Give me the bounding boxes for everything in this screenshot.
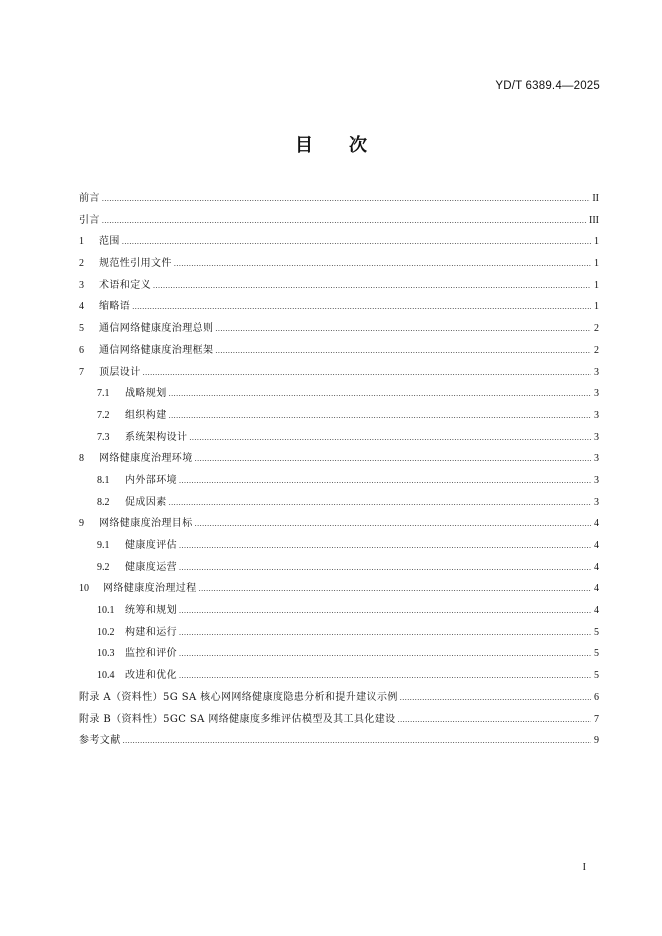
toc-entry-page: 3 bbox=[594, 366, 599, 378]
toc-entry-number: 3 bbox=[79, 279, 84, 291]
toc-entry-label: 范围 bbox=[99, 236, 120, 248]
toc-entry[interactable] bbox=[79, 253, 599, 275]
toc-entry-label: 网络健康度治理环境 bbox=[99, 453, 193, 465]
toc-entry-page: 5 bbox=[594, 626, 599, 638]
toc-entry-label: 参考文献 bbox=[79, 735, 121, 747]
toc-entry[interactable] bbox=[79, 340, 599, 362]
toc-entry-number: 10 bbox=[79, 583, 89, 595]
toc-entry[interactable] bbox=[79, 578, 599, 600]
toc-entry-label: 术语和定义 bbox=[99, 279, 151, 291]
toc-entry-page: 1 bbox=[594, 236, 599, 248]
toc-entry-label: 规范性引用文件 bbox=[99, 258, 172, 270]
toc-entry[interactable] bbox=[79, 362, 599, 384]
toc-entry-page: 1 bbox=[594, 301, 599, 313]
toc-entry-number: 7 bbox=[79, 366, 84, 378]
toc-entry-label: 附录 A（资料性）5G SA 核心网网络健康度隐患分析和提升建议示例 bbox=[79, 691, 398, 703]
toc-entry-page: 3 bbox=[594, 474, 599, 486]
toc-entry-label: 网络健康度治理过程 bbox=[103, 583, 197, 595]
toc-leader-dots bbox=[179, 622, 591, 644]
document-code: YD/T 6389.4—2025 bbox=[495, 80, 600, 92]
toc-entry-number: 1 bbox=[79, 236, 84, 248]
toc-entry-number: 8.1 bbox=[97, 474, 110, 486]
toc-leader-dots bbox=[169, 492, 591, 514]
toc-leader-dots bbox=[189, 427, 591, 449]
toc-leader-dots bbox=[199, 578, 591, 600]
toc-leader-dots bbox=[169, 383, 591, 405]
toc-entry[interactable] bbox=[79, 513, 599, 535]
toc-entry-page: 6 bbox=[594, 691, 599, 703]
title-part-2: 次 bbox=[349, 135, 367, 156]
toc-leader-dots bbox=[195, 448, 591, 470]
toc-entry[interactable] bbox=[79, 557, 599, 579]
toc-entry-number: 10.1 bbox=[97, 605, 115, 617]
toc-entry-page: 3 bbox=[594, 409, 599, 421]
toc-leader-dots bbox=[179, 470, 591, 492]
toc-entry[interactable] bbox=[79, 492, 599, 514]
toc-entry[interactable] bbox=[79, 535, 599, 557]
toc-entry-page: 4 bbox=[594, 561, 599, 573]
toc-entry-number: 7.1 bbox=[97, 388, 110, 400]
toc-entry-label: 统筹和规划 bbox=[125, 605, 177, 617]
toc-leader-dots bbox=[102, 210, 587, 232]
toc-entry-label: 健康度运营 bbox=[125, 561, 177, 573]
toc-leader-dots bbox=[132, 296, 591, 318]
toc-entry[interactable] bbox=[79, 188, 599, 210]
page-title bbox=[0, 131, 662, 157]
toc-entry[interactable] bbox=[79, 622, 599, 644]
toc-entry-number: 8 bbox=[79, 453, 84, 465]
toc-entry-page: II bbox=[592, 193, 599, 204]
toc-entry-number: 10.2 bbox=[97, 626, 115, 638]
toc-entry-page: 3 bbox=[594, 453, 599, 465]
toc-entry-label: 构建和运行 bbox=[125, 626, 177, 638]
toc-entry[interactable] bbox=[79, 405, 599, 427]
toc-leader-dots bbox=[179, 535, 591, 557]
toc-leader-dots bbox=[143, 362, 591, 384]
toc-entry-number: 2 bbox=[79, 258, 84, 270]
toc-leader-dots bbox=[398, 709, 591, 731]
toc-leader-dots bbox=[215, 318, 591, 340]
toc-entry[interactable] bbox=[79, 427, 599, 449]
toc-entry[interactable] bbox=[79, 709, 599, 731]
toc-entry-number: 5 bbox=[79, 323, 84, 335]
toc-entry-label: 引言 bbox=[79, 214, 100, 226]
toc-leader-dots bbox=[123, 730, 591, 752]
toc-entry[interactable] bbox=[79, 275, 599, 297]
toc-entry[interactable] bbox=[79, 600, 599, 622]
toc-entry[interactable] bbox=[79, 383, 599, 405]
toc-entry-label: 网络健康度治理目标 bbox=[99, 518, 193, 530]
toc-entry[interactable] bbox=[79, 665, 599, 687]
toc-entry[interactable] bbox=[79, 687, 599, 709]
toc-leader-dots bbox=[179, 643, 591, 665]
toc-leader-dots bbox=[122, 231, 591, 253]
toc-entry[interactable] bbox=[79, 643, 599, 665]
toc-entry-page: 4 bbox=[594, 583, 599, 595]
toc-entry[interactable] bbox=[79, 448, 599, 470]
toc-entry-number: 6 bbox=[79, 344, 84, 356]
toc-entry-number: 10.3 bbox=[97, 648, 115, 660]
toc-entry-page: 3 bbox=[594, 431, 599, 443]
toc-leader-dots bbox=[169, 405, 591, 427]
toc-entry-number: 9.1 bbox=[97, 540, 110, 551]
toc-entry-page: 7 bbox=[594, 713, 599, 725]
toc-entry-number: 7.3 bbox=[97, 431, 110, 443]
toc-leader-dots bbox=[153, 275, 591, 297]
toc-entry[interactable] bbox=[79, 318, 599, 340]
toc-leader-dots bbox=[215, 340, 591, 362]
page-number: I bbox=[582, 862, 586, 873]
toc-entry-page: 9 bbox=[594, 735, 599, 747]
toc-entry-label: 通信网络健康度治理总则 bbox=[99, 323, 214, 335]
toc-entry-label: 内外部环境 bbox=[125, 474, 177, 486]
toc-entry[interactable] bbox=[79, 231, 599, 253]
toc-entry-number: 9.2 bbox=[97, 561, 110, 573]
toc-entry-label: 通信网络健康度治理框架 bbox=[99, 344, 214, 356]
toc-entry-label: 改进和优化 bbox=[125, 670, 177, 682]
toc-entry-page: 1 bbox=[594, 258, 599, 270]
toc-leader-dots bbox=[179, 557, 591, 579]
toc-entry-number: 10.4 bbox=[97, 670, 115, 682]
toc-leader-dots bbox=[179, 665, 591, 687]
toc-entry-page: 5 bbox=[594, 670, 599, 682]
toc-leader-dots bbox=[102, 188, 591, 210]
toc-entry-label: 顶层设计 bbox=[99, 366, 141, 378]
toc-entry-page: 4 bbox=[594, 518, 599, 530]
toc-entry-page: 2 bbox=[594, 323, 599, 335]
toc-entry-label: 健康度评估 bbox=[125, 540, 177, 551]
toc-entry-page: 2 bbox=[594, 344, 599, 356]
toc-entry-label: 系统架构设计 bbox=[125, 431, 188, 443]
toc-leader-dots bbox=[195, 513, 591, 535]
toc-entry-number: 4 bbox=[79, 301, 84, 313]
toc-entry-number: 9 bbox=[79, 518, 84, 530]
toc-entry[interactable] bbox=[79, 296, 599, 318]
toc-leader-dots bbox=[174, 253, 591, 275]
table-of-contents bbox=[79, 188, 599, 752]
title-part-1: 目 bbox=[295, 135, 313, 156]
toc-entry-page: III bbox=[589, 214, 599, 226]
toc-entry-label: 促成因素 bbox=[125, 496, 167, 508]
toc-entry-label: 缩略语 bbox=[99, 301, 131, 313]
toc-entry-page: 3 bbox=[594, 388, 599, 400]
toc-entry-page: 4 bbox=[594, 540, 599, 551]
toc-entry-number: 8.2 bbox=[97, 496, 110, 508]
toc-entry-page: 4 bbox=[594, 605, 599, 617]
toc-entry[interactable] bbox=[79, 730, 599, 752]
toc-entry-page: 3 bbox=[594, 496, 599, 508]
toc-leader-dots bbox=[179, 600, 591, 622]
toc-entry-label: 组织构建 bbox=[125, 409, 167, 421]
toc-entry-label: 附录 B（资料性）5GC SA 网络健康度多维评估模型及其工具化建设 bbox=[79, 713, 396, 725]
toc-entry-number: 7.2 bbox=[97, 409, 110, 421]
toc-entry[interactable] bbox=[79, 210, 599, 232]
toc-entry-label: 前言 bbox=[79, 193, 100, 204]
toc-entry-label: 战略规划 bbox=[125, 388, 167, 400]
toc-entry[interactable] bbox=[79, 470, 599, 492]
toc-entry-label: 监控和评价 bbox=[125, 648, 177, 660]
toc-entry-page: 5 bbox=[594, 648, 599, 660]
toc-entry-page: 1 bbox=[594, 279, 599, 291]
toc-leader-dots bbox=[400, 687, 591, 709]
